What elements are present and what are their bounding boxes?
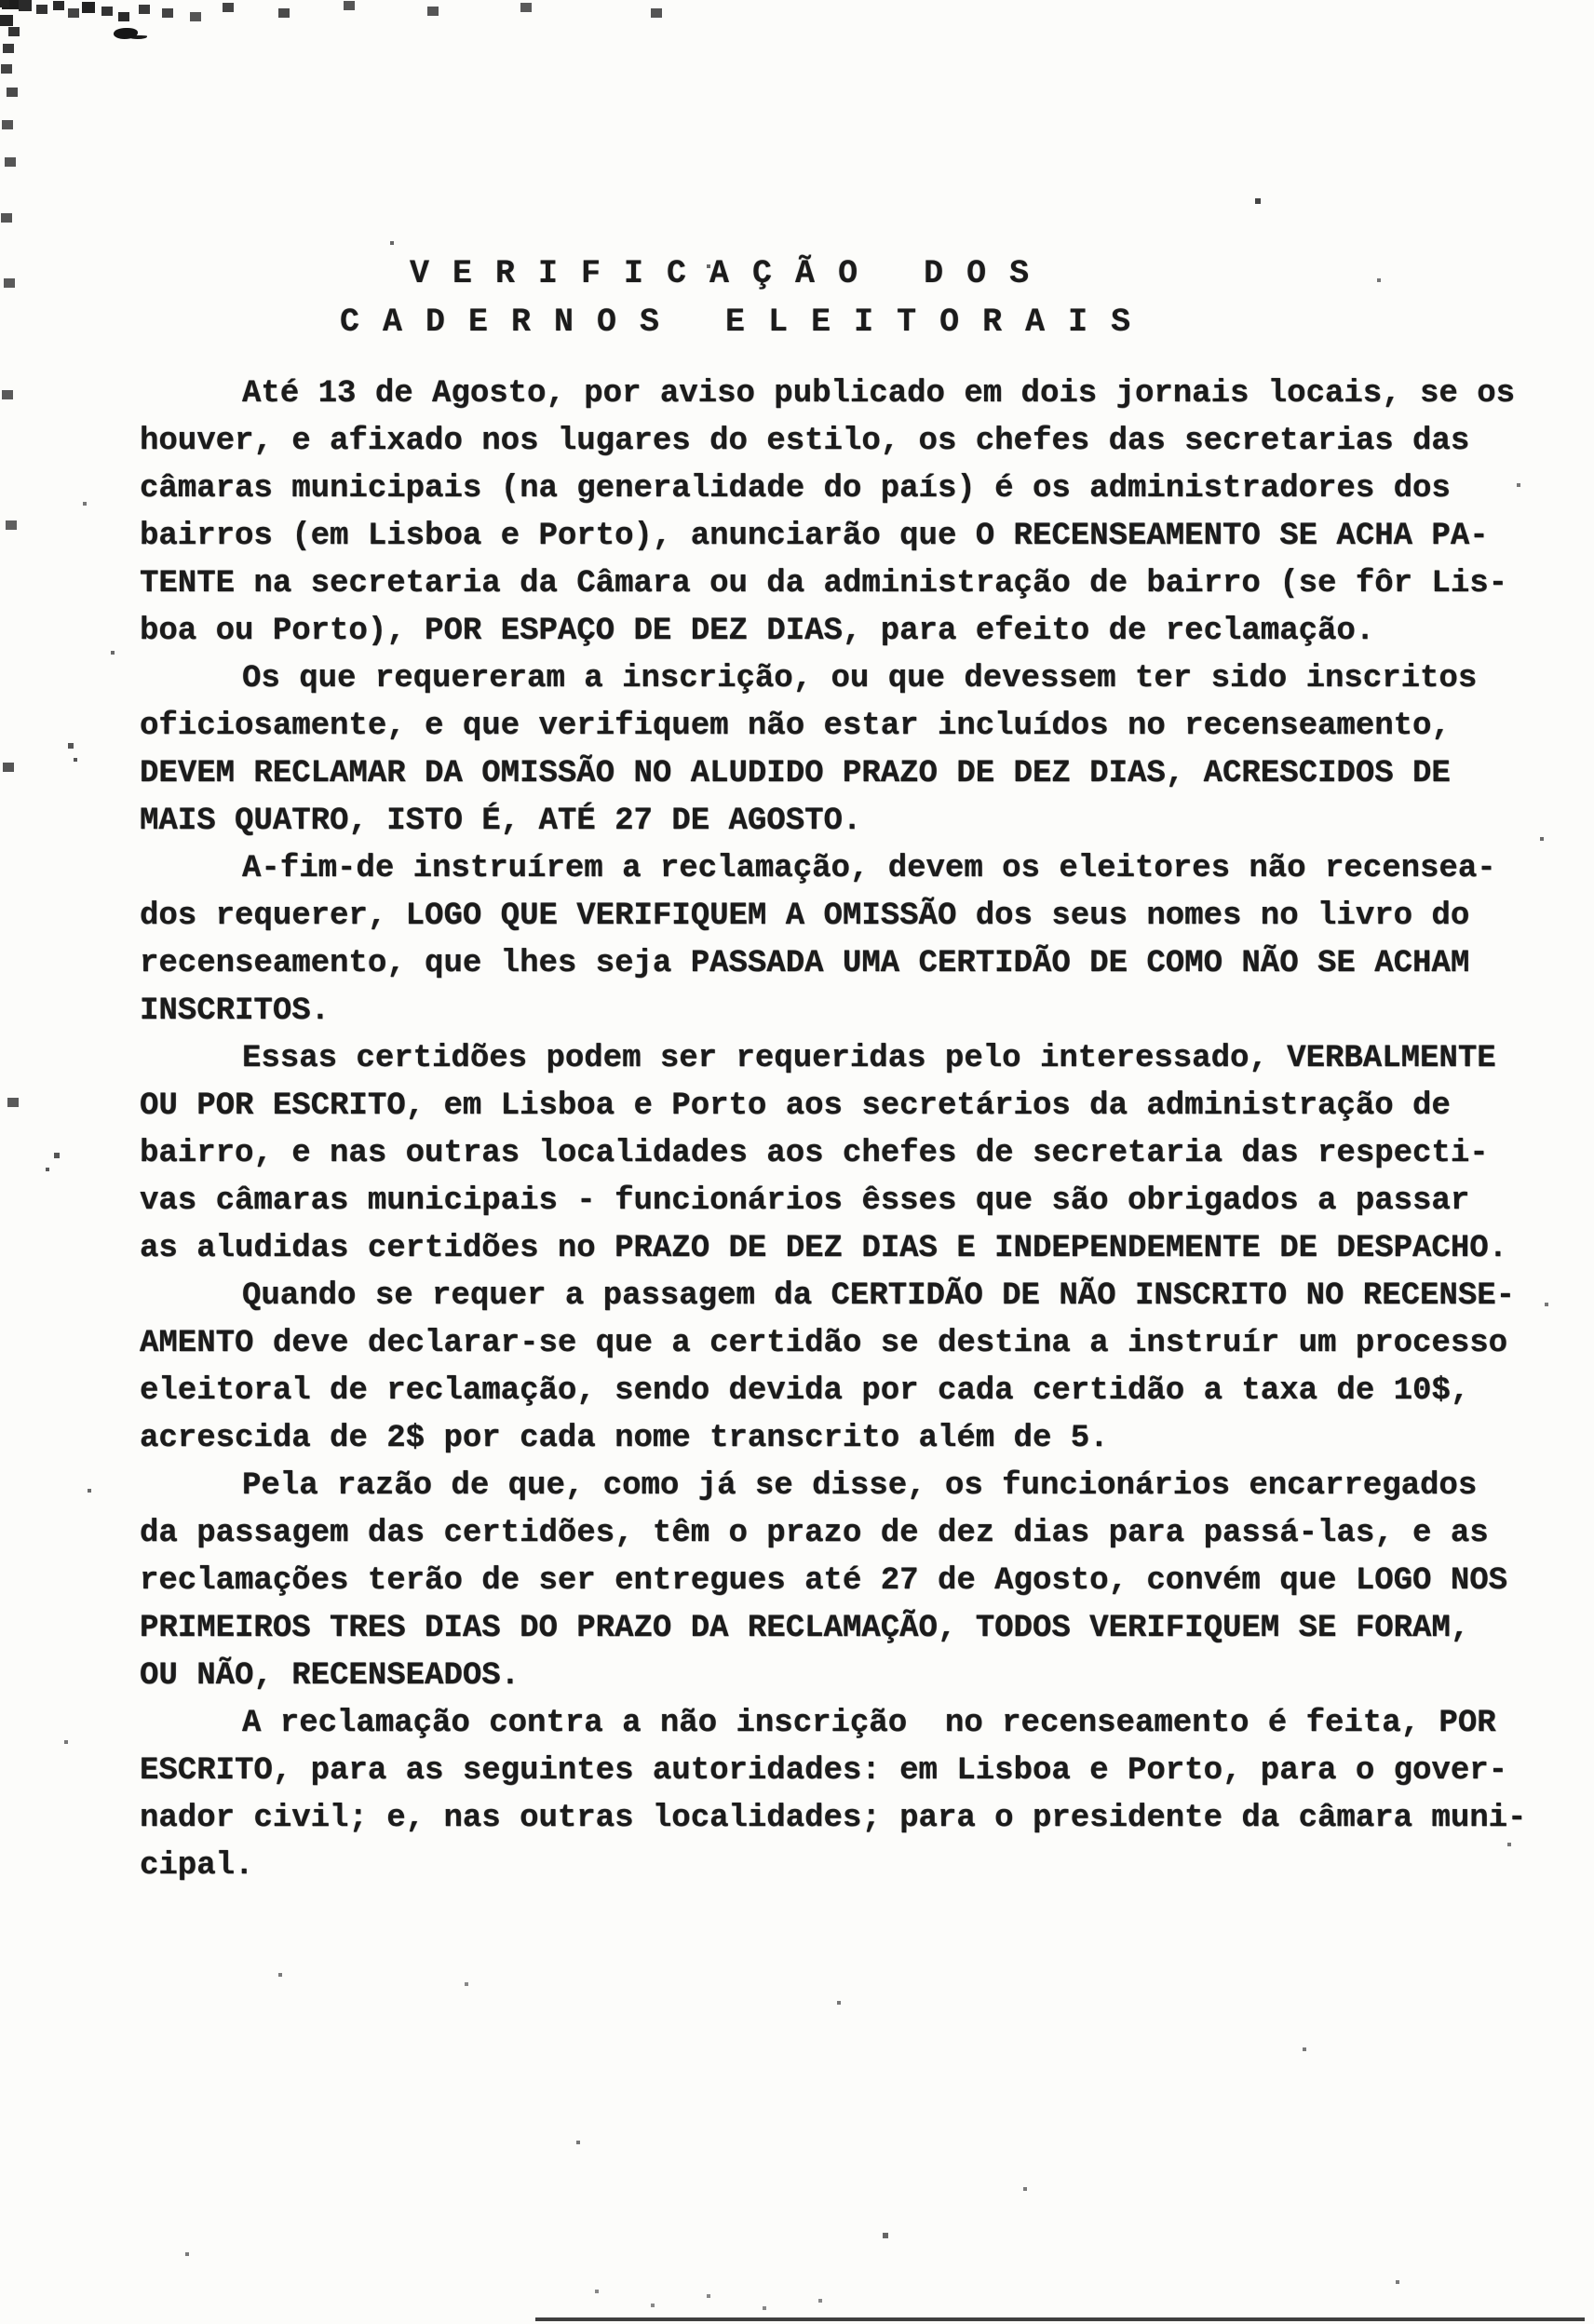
text-line: câmaras municipais (na generalidade do país) é os administradores dos <box>140 471 1451 507</box>
text-line: as aludidas certidões no PRAZO DE DEZ DIAS E INDEPENDEMENTE DE DESPACHO. <box>140 1231 1508 1266</box>
scan-edge-artifact <box>535 2317 1585 2321</box>
paragraph <box>140 371 1574 655</box>
text-line: vas câmaras municipais - funcionários êsses que são obrigados a passar <box>140 1183 1470 1219</box>
text-line: TENTE na secretaria da Câmara ou da administração de bairro (se fôr Lis- <box>140 566 1508 601</box>
text-line: Essas certidões podem ser requeridas pelo interessado, VERBALMENTE <box>242 1041 1496 1076</box>
text-line: A reclamação contra a não inscrição no recenseamento é feita, POR <box>242 1706 1496 1741</box>
document-title <box>140 250 1574 346</box>
text-line: bairros (em Lisboa e Porto), anunciarão que O RECENSEAMENTO SE ACHA PA- <box>140 519 1489 554</box>
document-title-line-1: V E R I F I C A Ç Ã O D O S <box>410 255 1032 292</box>
text-line: ESCRITO, para as seguintes autoridades: em Lisboa e Porto, para o gover- <box>140 1753 1508 1789</box>
text-line: bairro, e nas outras localidades aos chefes de secretaria das respecti- <box>140 1136 1489 1171</box>
paragraph <box>140 655 1574 845</box>
text-line: eleitoral de reclamação, sendo devida por cada certidão a taxa de 10$, <box>140 1373 1470 1409</box>
paragraph <box>140 1700 1574 1890</box>
text-line: dos requerer, LOGO QUE VERIFIQUEM A OMISSÃO dos seus nomes no livro do <box>140 899 1470 934</box>
scan-noise-speckles <box>0 0 2 2</box>
document-content <box>140 250 1574 1890</box>
text-line: AMENTO deve declarar-se que a certidão se destina a instruír um processo <box>140 1326 1508 1361</box>
text-line: MAIS QUATRO, ISTO É, ATÉ 27 DE AGOSTO. <box>140 804 862 839</box>
text-line: boa ou Porto), POR ESPAÇO DE DEZ DIAS, para efeito de reclamação. <box>140 614 1375 649</box>
paragraph <box>140 1273 1574 1463</box>
text-line: INSCRITOS. <box>140 993 331 1029</box>
text-line: PRIMEIROS TRES DIAS DO PRAZO DA RECLAMAÇÃO, TODOS VERIFIQUEM SE FORAM, <box>140 1611 1470 1646</box>
text-line: oficiosamente, e que verifiquem não estar incluídos no recenseamento, <box>140 709 1451 744</box>
text-line: Os que requereram a inscrição, ou que devessem ter sido inscritos <box>242 661 1478 696</box>
paragraph <box>140 1035 1574 1273</box>
text-line: A-fim-de instruírem a reclamação, devem os eleitores não recensea- <box>242 851 1496 886</box>
ink-blob-artifact <box>114 28 138 39</box>
text-line: reclamações terão de ser entregues até 27 de Agosto, convém que LOGO NOS <box>140 1563 1508 1599</box>
text-line: recenseamento, que lhes seja PASSADA UMA CERTIDÃO DE COMO NÃO SE ACHAM <box>140 946 1470 981</box>
text-line: OU POR ESCRITO, em Lisboa e Porto aos secretários da administração de <box>140 1088 1451 1124</box>
document-body <box>140 371 1574 1890</box>
text-line: Pela razão de que, como já se disse, os funcionários encarregados <box>242 1468 1478 1504</box>
text-line: DEVEM RECLAMAR DA OMISSÃO NO ALUDIDO PRAZO DE DEZ DIAS, ACRESCIDOS DE <box>140 756 1451 791</box>
text-line: Quando se requer a passagem da CERTIDÃO DE NÃO INSCRITO NO RECENSE- <box>242 1278 1516 1314</box>
text-line: acrescida de 2$ por cada nome transcrito além de 5. <box>140 1421 1109 1456</box>
text-line: Até 13 de Agosto, por aviso publicado em dois jornais locais, se os <box>242 376 1516 412</box>
paragraph <box>140 1463 1574 1700</box>
document-title-line-2: C A D E R N O S E L E I T O R A I S <box>340 304 1133 341</box>
text-line: OU NÃO, RECENSEADOS. <box>140 1658 520 1694</box>
text-line: nador civil; e, nas outras localidades; para o presidente da câmara muni- <box>140 1801 1527 1836</box>
text-line: da passagem das certidões, têm o prazo de dez dias para passá-las, e as <box>140 1516 1489 1551</box>
text-line: houver, e afixado nos lugares do estilo, os chefes das secretarias das <box>140 424 1470 459</box>
paragraph <box>140 845 1574 1035</box>
text-line: cipal. <box>140 1848 254 1884</box>
